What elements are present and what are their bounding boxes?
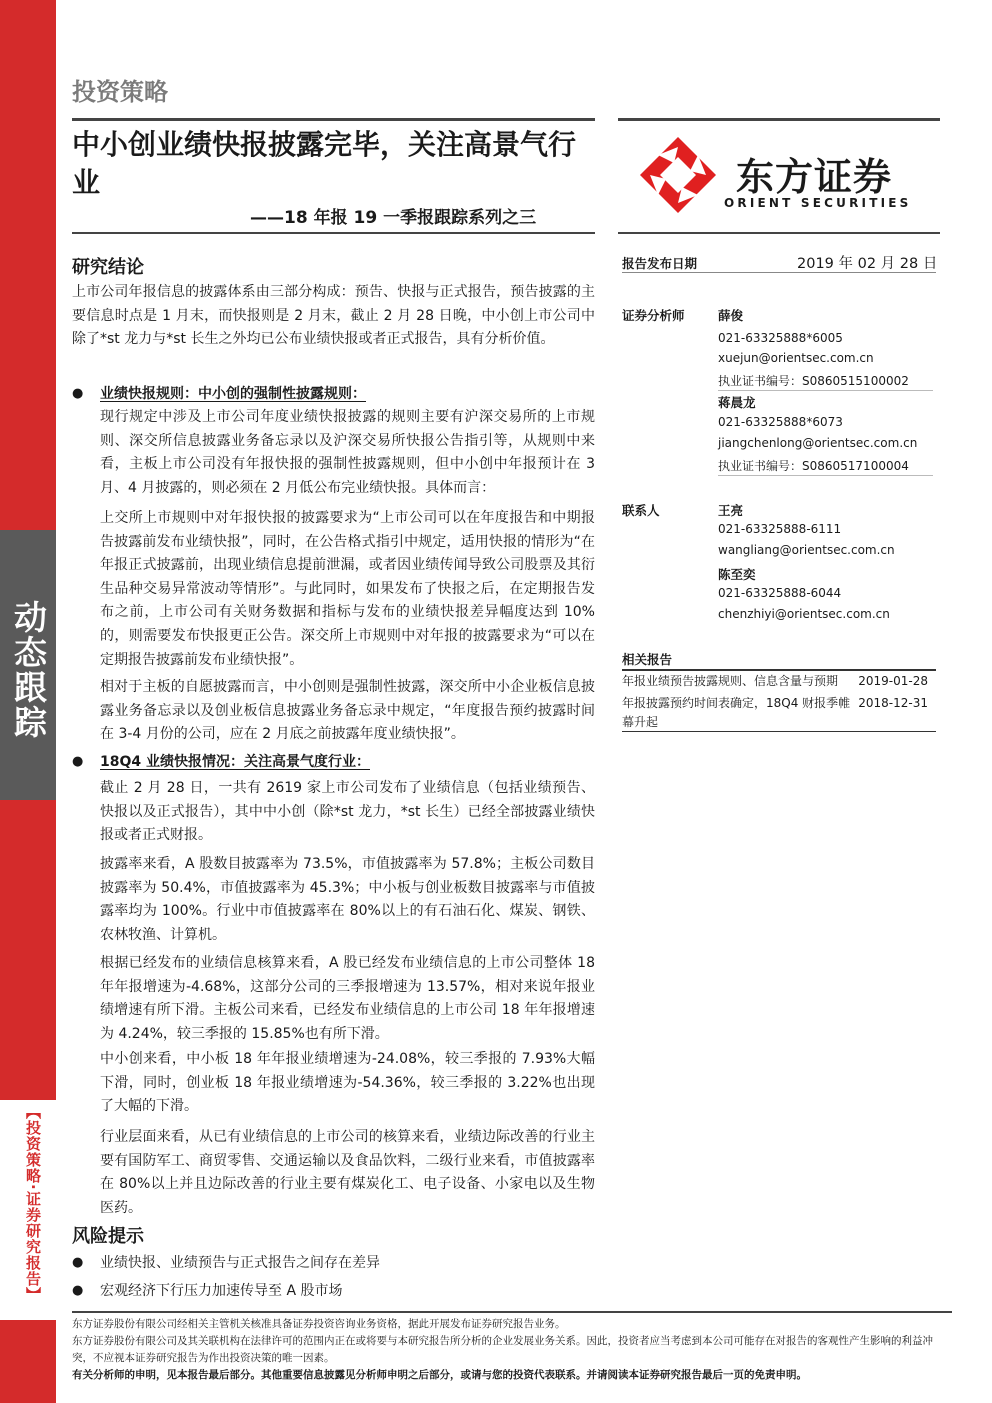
related-report-title[interactable]: 年报披露预约时间表确定，18Q4 财报季帷幕升起 bbox=[622, 696, 851, 729]
analyst-name: 蒋晨龙 bbox=[718, 395, 756, 410]
rules-paragraph-1: 现行规定中涉及上市公司年度业绩快报披露的规则主要有沪深交易所的上市规则、深交所信息披露业务备忘录以及沪深交易所快报公告指引等，从规则中来看，主板上市公司没有年报快报的强制性披露规则，但中小创中年报预计在 3 月、4 月披露的，则必须在 2 月低公布完业绩快报。具体而言： bbox=[100, 409, 595, 496]
bullet-label-rules: 业绩快报规则：中小创的强制性披露规则： bbox=[100, 386, 366, 402]
bullet-icon: ● bbox=[72, 754, 84, 769]
analyst-email[interactable]: jiangchenlong@orientsec.com.cn bbox=[718, 436, 918, 450]
related-rule-top bbox=[622, 669, 936, 671]
related-reports-heading: 相关报告 bbox=[622, 652, 673, 667]
disclaimer-line-1: 东方证券股份有限公司经相关主管机关核准具备证券投资咨询业务资格，据此开展发布证券研究报告业务。 bbox=[72, 1318, 566, 1330]
risk-heading: 风险提示 bbox=[72, 1226, 144, 1247]
contact-name: 陈至奕 bbox=[718, 567, 756, 582]
q4-paragraph-2: 披露率来看，A 股数目披露率为 73.5%，市值披露率为 57.8%；主板公司数目披露率为 50.4%，市值披露率为 45.3%；中小板与创业板数目披露率与市值披露率均为 100%。行业中市值披露率在 80%以上的有石油石化、煤炭、钢铁、农林牧渔、计算机。 bbox=[100, 856, 595, 943]
bullet-icon: ● bbox=[72, 1255, 84, 1270]
cert-rule bbox=[718, 475, 933, 476]
related-rule-bottom bbox=[622, 731, 936, 732]
brand-name-cn: 东方证券 bbox=[736, 155, 893, 199]
analyst-name: 薛俊 bbox=[718, 308, 744, 323]
publish-date-label: 报告发布日期 bbox=[622, 256, 698, 271]
report-title: 中小创业绩快报披露完毕，关注高景气行业 bbox=[72, 128, 577, 199]
disclaimer-line-3: 有关分析师的申明，见本报告最后部分。其他重要信息披露见分析师申明之后部分，或请与您的投资代表联系。并请阅读本证券研究报告最后一页的免责申明。 bbox=[72, 1369, 807, 1381]
related-report-title[interactable]: 年报业绩预告披露规则、信息含量与预期 bbox=[622, 674, 839, 688]
q4-paragraph-1: 截止 2 月 28 日，一共有 2619 家上市公司发布了业绩信息（包括业绩预告、快报以及正式报告），其中中小创（除*st 龙力，*st 长生）已经全部披露业绩快报或者正式财报。 bbox=[100, 780, 595, 844]
contact-name: 王亮 bbox=[718, 503, 744, 518]
date-rule bbox=[622, 272, 936, 273]
q4-paragraph-4: 中小创来看，中小板 18 年年报业绩增速为-24.08%，较三季报的 7.93%大幅下滑，同时，创业板 18 年报业绩增速为-54.36%，较三季报的 3.22%也出现了大幅的下滑。 bbox=[100, 1051, 595, 1115]
logo-rule-top bbox=[618, 118, 940, 121]
brand-name-en: ORIENT SECURITIES bbox=[724, 196, 912, 210]
analyst-cert: 执业证书编号：S0860515100002 bbox=[718, 374, 909, 388]
orient-logo-icon bbox=[638, 135, 718, 215]
q4-paragraph-5: 行业层面来看，从已有业绩信息的上市公司的核算来看，业绩边际改善的行业主要有国防军工、商贸零售、交通运输以及食品饮料，二级行业来看，市值披露率在 80%以上并且边际改善的行业主要有煤炭化工、电子设备、小家电以及生物医药。 bbox=[100, 1129, 595, 1216]
cert-rule bbox=[718, 390, 933, 391]
rules-paragraph-3: 相对于主板的自愿披露而言，中小创则是强制性披露，深交所中小企业板信息披露业务备忘录以及创业板信息披露业务备忘录中规定，“年度报告预约披露时间在 3-4 月份的公司，应在 2 月底之前披露年度业绩快报”。 bbox=[100, 679, 595, 743]
q4-paragraph-3: 根据已经发布的业绩信息核算来看，A 股已经发布业绩信息的上市公司整体 18 年年报增速为-4.68%，这部分公司的三季报增速为 13.57%，相对来说年报业绩增速有所下滑。主板公司来看，已经发布业绩信息的上市公司 18 年年报增速为 4.24%，较三季报的 15.85%也有所下滑。 bbox=[100, 955, 595, 1042]
logo-rule-bottom bbox=[618, 232, 940, 234]
bullet-icon: ● bbox=[72, 1283, 84, 1298]
section-tag: 动态跟踪 bbox=[9, 600, 48, 740]
side-band-top bbox=[0, 0, 56, 530]
analyst-label: 证券分析师 bbox=[622, 308, 685, 323]
contact-label: 联系人 bbox=[622, 503, 660, 518]
report-category: 投资策略 bbox=[72, 78, 168, 106]
analyst-cert: 执业证书编号：S0860517100004 bbox=[718, 459, 909, 473]
doc-type-label: 【投资策略·证券研究报告】 bbox=[24, 1104, 42, 1303]
rules-paragraph-2: 上交所上市规则中对年报快报的披露要求为“上市公司可以在年度报告和中期报告披露前发布业绩快报”，同时，在公告格式指引中规定，适用快报的情形为“在年报正式披露前，出现业绩信息提前泄漏，或者因业绩传闻导致公司股票及其衍生品种交易异常波动等情形”。与此同时，如果发布了快报之后，在定期报告发布之前，上市公司有关财务数据和指标与发布的业绩快报差异幅度达到 10%的，则需要发布快报更正公告。深交所上市规则中对年报的披露要求为“可以在定期报告披露前发布业绩快报”。 bbox=[100, 510, 595, 668]
conclusion-intro: 上市公司年报信息的披露体系由三部分构成：预告、快报与正式报告，预告披露的主要信息时点是 1 月末，而快报则是 2 月末，截止 2 月 28 日晚，中小创上市公司中除了*st 龙力与*st 长生之外均已公布业绩快报或者正式报告，具有分析价值。 bbox=[72, 284, 595, 348]
analyst-email[interactable]: xuejun@orientsec.com.cn bbox=[718, 351, 874, 365]
risk-item-text: 业绩快报、业绩预告与正式报告之间存在差异 bbox=[100, 1255, 380, 1271]
analyst-phone: 021-63325888*6005 bbox=[718, 331, 843, 345]
contact-phone: 021-63325888-6044 bbox=[718, 586, 842, 600]
risk-item-text: 宏观经济下行压力加速传导至 A 股市场 bbox=[100, 1283, 343, 1299]
disclaimer-line-2: 东方证券股份有限公司及其关联机构在法律许可的范围内正在或将要与本研究报告所分析的企业发展业务关系。因此，投资者应当考虑到本公司可能存在对报告的客观性产生影响的利益冲突，不应视本证券研究报告为作出投资决策的唯一因素。 bbox=[72, 1335, 933, 1364]
bullet-label-q4: 18Q4 业绩快报情况：关注高景气度行业： bbox=[100, 754, 370, 770]
conclusion-heading: 研究结论 bbox=[72, 257, 144, 278]
publish-date-value: 2019 年 02 月 28 日 bbox=[797, 256, 938, 272]
analyst-phone: 021-63325888*6073 bbox=[718, 415, 843, 429]
contact-email[interactable]: wangliang@orientsec.com.cn bbox=[718, 543, 895, 557]
related-report-date: 2018-12-31 bbox=[858, 696, 928, 710]
bullet-icon: ● bbox=[72, 386, 84, 401]
title-rule-top bbox=[72, 118, 595, 121]
contact-phone: 021-63325888-6111 bbox=[718, 522, 842, 536]
report-subtitle: ——18 年报 19 一季报跟踪系列之三 bbox=[250, 208, 537, 228]
contact-email[interactable]: chenzhiyi@orientsec.com.cn bbox=[718, 607, 890, 621]
footer-rule bbox=[72, 1311, 952, 1313]
related-report-date: 2019-01-28 bbox=[858, 674, 928, 688]
title-rule-bottom bbox=[72, 232, 595, 234]
